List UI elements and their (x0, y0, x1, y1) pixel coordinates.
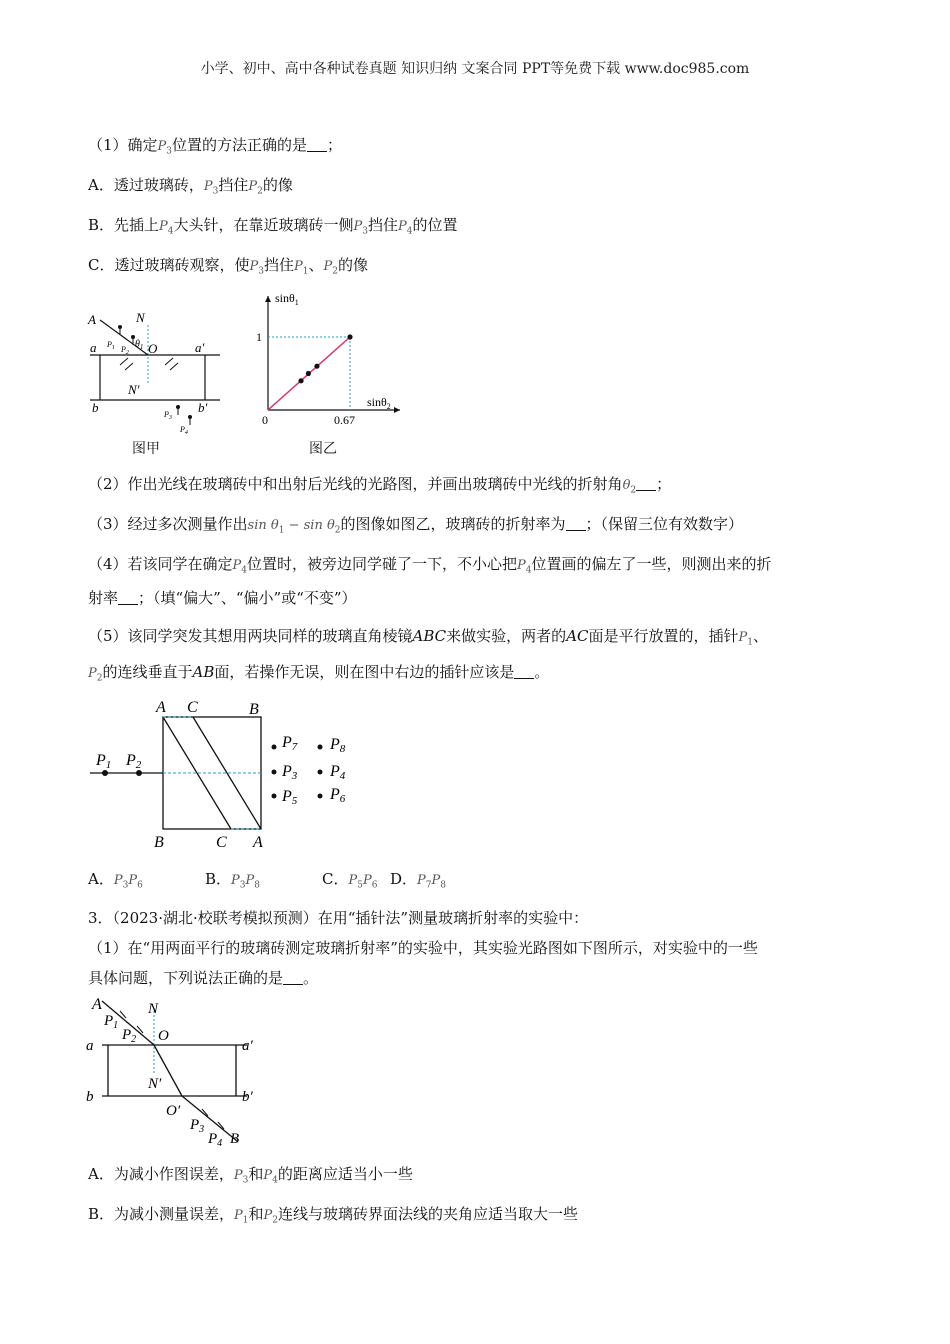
q1-suffix: 位置的方法正确的是 (172, 136, 308, 154)
svg-text:A: A (253, 834, 263, 851)
y-tick-label: 1 (256, 330, 262, 344)
svg-text:B: B (154, 834, 164, 851)
q5-option-c[interactable]: C．$P_5P_6$ (322, 870, 378, 891)
label-b: b (92, 400, 99, 415)
figure-jia (80, 300, 230, 460)
label-P3: $P_3$ (164, 410, 172, 421)
p3-option-b[interactable]: B．为减小测量误差，$P_1$和$P_2$连线与玻璃砖界面法线的夹角应适当取大一些 (88, 1205, 579, 1226)
p3-symbol: $P_3$ (157, 139, 173, 157)
svg-text:C: C (187, 699, 198, 716)
svg-text:P2: P2 (126, 752, 142, 771)
svg-text:N′: N′ (148, 1076, 162, 1092)
question-5-cont: $P_2$的连线垂直于AB面，若操作无误，则在图中右边的插针应该是 。 (88, 663, 550, 684)
p3-option-a[interactable]: A．为减小作图误差，$P_3$和$P_4$的距离应适当小一些 (88, 1165, 413, 1186)
svg-text:P2: $P_2$ (122, 1027, 137, 1045)
label-theta1: $\theta_1$ (135, 339, 144, 351)
label-P4: $P_4$ (180, 425, 188, 436)
question-2: （2）作出光线在玻璃砖中和出射后光线的光路图，并画出玻璃砖中光线的折射角$\theta_2$ ； (88, 475, 672, 496)
svg-text:B: B (230, 1131, 240, 1147)
svg-text:A: A (92, 996, 102, 1013)
svg-text:P8: P8 (330, 736, 346, 755)
svg-text:P4: $P_4$ (208, 1131, 223, 1148)
problem-3-q1: （1）在“用两面平行的玻璃砖测定玻璃折射率”的实验中，其实验光路图如下图所示，对实验中的一些 (88, 939, 758, 957)
answer-blank[interactable] (566, 516, 586, 531)
svg-text:P7: P7 (282, 734, 298, 753)
q5-option-b[interactable]: B．$P_3P_8$ (205, 870, 260, 891)
label-P2: $P_2$ (121, 345, 129, 356)
svg-text:a: a (86, 1038, 94, 1054)
figure-refraction (82, 993, 282, 1148)
option-c: C．透过玻璃砖观察，使$P_3$挡住$P_1$、$P_2$的像 (88, 256, 368, 277)
figure-yi-chart (250, 288, 410, 438)
problem-3-title: 3．（2023·湖北·校联考模拟预测）在用“插针法”测量玻璃折射率的实验中： (88, 909, 589, 927)
q1-prefix: （1）确定 (88, 136, 158, 154)
caption-jia: 图甲 (132, 441, 160, 457)
label-N-prime: N′ (128, 382, 140, 397)
data-point (314, 364, 319, 369)
svg-text:A: A (156, 699, 166, 716)
question-4-cont: 射率 ；（填“偏大”、“偏小”或“不变”） (88, 589, 357, 607)
svg-text:O: O (158, 1028, 169, 1044)
label-O: O (148, 341, 158, 356)
question-1: （1）确定$P_3$位置的方法正确的是 ； (88, 136, 343, 157)
caption-yi: 图乙 (309, 441, 337, 457)
question-3: （3）经过多次测量作出$\sin \theta_1 - \sin \theta_2$的图像如图乙，玻璃砖的折射率为 ；（保留三位有效数字） (88, 515, 744, 536)
answer-blank[interactable] (118, 590, 138, 605)
problem-3-q1-cont: 具体问题，下列说法正确的是 。 (88, 969, 319, 987)
option-b: B．先插上$P_4$大头针，在靠近玻璃砖一侧$P_3$挡住$P_4$的位置 (88, 216, 458, 237)
label-b-prime: b′ (198, 400, 208, 415)
svg-text:a′: a′ (242, 1038, 253, 1054)
option-a: A．透过玻璃砖，$P_3$挡住$P_2$的像 (88, 176, 293, 197)
q5-option-d[interactable]: D．$P_7P_8$ (390, 870, 446, 891)
svg-text:P5: P5 (282, 788, 298, 807)
data-point (347, 334, 352, 339)
page-header: 小学、初中、高中各种试卷真题 知识归纳 文案合同 PPT等免费下载 www.doc985.com (200, 61, 750, 77)
label-A: A (88, 312, 96, 327)
data-point (306, 371, 311, 376)
x-tick-label: 0.67 (334, 413, 355, 427)
svg-text:b: b (86, 1089, 94, 1105)
answer-blank[interactable] (514, 664, 534, 679)
label-N: N (136, 310, 145, 325)
svg-text:P3: $P_3$ (190, 1117, 205, 1135)
svg-text:P6: P6 (330, 786, 346, 805)
svg-text:P1: P1 (96, 752, 112, 771)
svg-text:B: B (249, 701, 259, 718)
svg-text:P1: $P_1$ (104, 1013, 119, 1031)
svg-text:P3: P3 (282, 763, 298, 782)
x-axis-label: sinθ$_2$ (367, 395, 391, 411)
label-a: a (90, 340, 97, 355)
question-4: （4）若该同学在确定$P_4$位置时，被旁边同学碰了一下，不小心把$P_4$位置画的偏左了一些，则测出来的折 (88, 555, 772, 576)
svg-text:C: C (216, 834, 227, 851)
origin-label: 0 (262, 413, 268, 427)
answer-blank[interactable] (636, 476, 656, 491)
label-P1: $P_1$ (107, 340, 115, 351)
data-point (298, 378, 303, 383)
y-axis-label: sinθ$_1$ (275, 291, 299, 307)
answer-blank[interactable] (307, 137, 327, 152)
svg-text:O′: O′ (166, 1103, 181, 1119)
svg-text:P4: P4 (330, 763, 346, 782)
answer-blank[interactable] (283, 970, 303, 985)
label-a-prime: a′ (195, 340, 205, 355)
figure-prisms (88, 695, 378, 860)
q5-option-a[interactable]: A．$P_3P_6$ (88, 870, 143, 891)
svg-text:N: N (148, 1001, 159, 1017)
svg-text:b′: b′ (242, 1089, 253, 1105)
question-5: （5）该同学突发其想用两块同样的玻璃直角棱镜ABC来做实验，两者的AC面是平行放置的，插针$P_1$、 (88, 627, 769, 648)
